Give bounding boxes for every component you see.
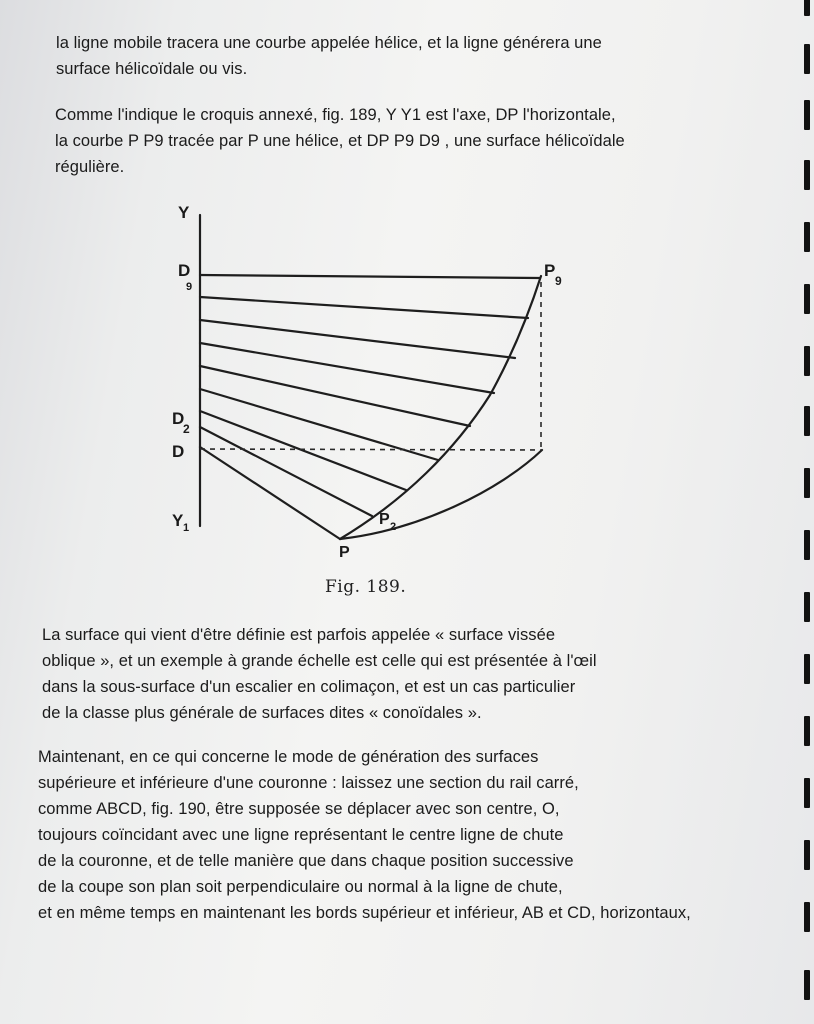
label-Y1-sub: 1: [183, 522, 190, 534]
label-P: P: [339, 544, 350, 561]
generator-line-D9: [200, 275, 539, 278]
binding-ring: [804, 530, 810, 560]
text-line: La surface qui vient d'être définie est parfois appelée « surface vissée: [42, 626, 556, 644]
binding-ring: [804, 44, 810, 74]
label-Y: Y: [178, 203, 190, 222]
helix-curve: [340, 276, 541, 539]
text-line: Comme l'indique le croquis annexé, fig. 189, Y Y1 est l'axe, DP l'horizontale,: [55, 106, 616, 124]
spiral-binding: [794, 0, 814, 1024]
label-Y1: Y: [172, 511, 184, 530]
binding-ring: [804, 654, 810, 684]
text-line: et en même temps en maintenant les bords supérieur et inférieur, AB et CD, horizontaux,: [38, 904, 691, 922]
binding-ring: [804, 406, 810, 436]
generator-line-8: [200, 297, 528, 318]
generator-line-DP: [200, 447, 340, 539]
binding-ring: [804, 222, 810, 252]
label-P9-sub: 9: [555, 274, 562, 288]
text-line: comme ABCD, fig. 190, être supposée se déplacer avec son centre, O,: [38, 800, 560, 818]
binding-ring: [804, 970, 810, 1000]
text-line: Maintenant, en ce qui concerne le mode de génération des surfaces: [38, 748, 539, 766]
text-line: régulière.: [55, 158, 125, 176]
binding-ring: [804, 0, 810, 16]
paragraph-3: [42, 622, 597, 726]
text-line: surface hélicoïdale ou vis.: [56, 60, 248, 78]
label-D2: D: [172, 409, 185, 428]
binding-ring: [804, 284, 810, 314]
text-line: la courbe P P9 tracée par P une hélice, et DP P9 D9 , une surface hélicoïdale: [55, 132, 625, 150]
paragraph-4: [38, 744, 691, 926]
generator-line-3: [200, 411, 406, 490]
label-D: D: [172, 442, 185, 461]
text-line: dans la sous-surface d'un escalier en colimaçon, et est un cas particulier: [42, 678, 576, 696]
text-line: oblique », et un exemple à grande échelle est celle qui est présentée à l'œil: [42, 652, 597, 670]
horizontal-dashed-line: [200, 449, 542, 450]
text-line: de la classe plus générale de surfaces dites « conoïdales ».: [42, 704, 482, 722]
label-D9: D: [178, 261, 191, 280]
lower-curve: [340, 450, 542, 539]
binding-ring: [804, 592, 810, 622]
text-line: supérieure et inférieure d'une couronne : laissez une section du rail carré,: [38, 774, 579, 792]
binding-ring: [804, 902, 810, 932]
generator-line-7: [200, 320, 515, 358]
text-line: de la couronne, et de telle manière que dans chaque position successive: [38, 852, 574, 870]
label-P2: P: [379, 511, 390, 528]
text-line: la ligne mobile tracera une courbe appelée hélice, et la ligne générera une: [56, 34, 602, 52]
figure-189-diagram: [150, 190, 580, 570]
text-line: de la coupe son plan soit perpendiculaire ou normal à la ligne de chute,: [38, 878, 563, 896]
label-P9: P: [544, 261, 556, 280]
label-D2-sub: 2: [183, 422, 190, 436]
generator-line-5: [200, 366, 470, 426]
binding-ring: [804, 346, 810, 376]
paragraph-1: [56, 30, 602, 82]
binding-ring: [804, 778, 810, 808]
text-line: toujours coïncidant avec une ligne représentant le centre ligne de chute: [38, 826, 564, 844]
label-P2-sub: 2: [390, 521, 397, 533]
binding-ring: [804, 716, 810, 746]
paragraph-2: [55, 102, 625, 180]
binding-ring: [804, 160, 810, 190]
binding-ring: [804, 840, 810, 870]
binding-ring: [804, 100, 810, 130]
figure-caption: Fig. 189.: [325, 577, 407, 597]
label-D9-sub: 9: [186, 281, 193, 293]
binding-ring: [804, 468, 810, 498]
